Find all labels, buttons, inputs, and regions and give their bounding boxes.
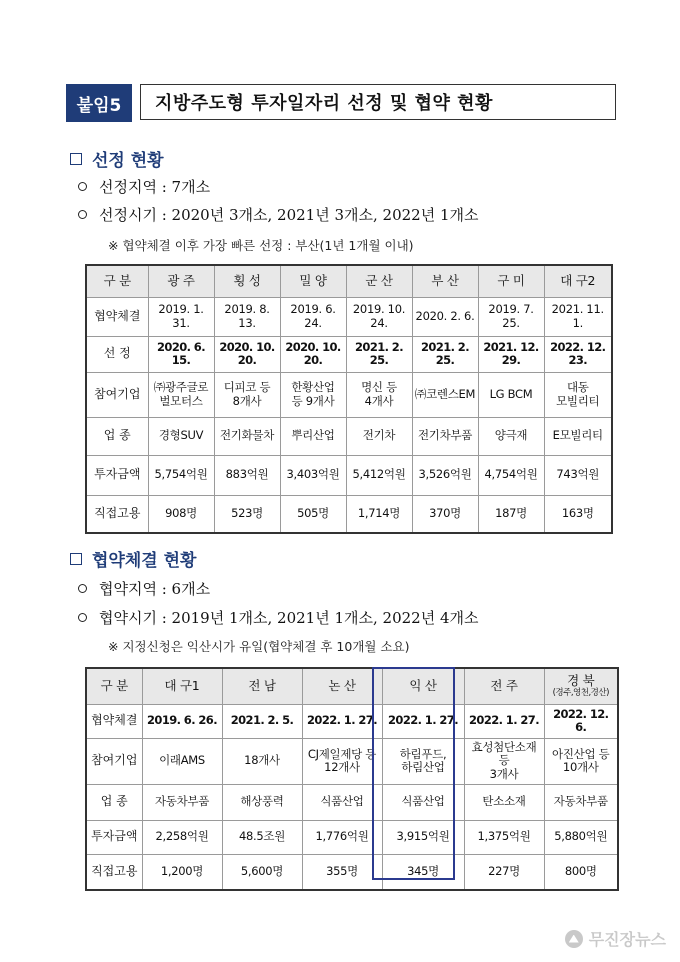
table-cell: 18개사	[222, 738, 302, 784]
column-header	[544, 668, 618, 704]
column-header-text: 부 산	[431, 273, 459, 289]
agreement-status-table	[85, 667, 619, 891]
table-cell: 355명	[302, 854, 382, 890]
table-cell: 2022. 1. 27.	[302, 704, 382, 738]
table-cell: 2,258억원	[142, 820, 222, 854]
column-header-text: 구 분	[100, 678, 128, 694]
table-cell: CJ제일제당 등 12개사	[302, 738, 382, 784]
table-row	[86, 336, 612, 372]
column-header	[302, 668, 382, 704]
table-cell: 1,375억원	[464, 820, 544, 854]
table-cell: 2019. 1. 31.	[148, 297, 214, 336]
table-cell: 187명	[478, 495, 544, 533]
table-cell: 2019. 6. 26.	[142, 704, 222, 738]
table-cell: 2022. 12. 6.	[544, 704, 618, 738]
column-header-text: 구 분	[103, 273, 131, 289]
row-header: 투자금액	[86, 455, 148, 495]
table-cell: 5,600명	[222, 854, 302, 890]
table-cell: 4,754억원	[478, 455, 544, 495]
table-cell: 800명	[544, 854, 618, 890]
section-heading-agreement	[70, 546, 196, 571]
note-fastest-selection: ※ 협약체결 이후 가장 빠른 선정 : 부산(1년 1개월 이내)	[108, 238, 414, 253]
column-header-text: 대 구2	[560, 273, 596, 289]
table-row	[86, 854, 618, 890]
row-header: 참여기업	[86, 372, 148, 417]
column-header-text: 논 산	[328, 678, 356, 694]
table-cell: 523명	[214, 495, 280, 533]
column-header	[222, 668, 302, 704]
circle-bullet-icon	[78, 210, 87, 219]
bullet-agreement-regions	[78, 578, 210, 599]
table-cell: 해상풍력	[222, 784, 302, 820]
table-cell: 2021. 12. 29.	[478, 336, 544, 372]
table-cell: 743억원	[544, 455, 612, 495]
column-header	[382, 668, 464, 704]
table-row	[86, 495, 612, 533]
note-designation: ※ 지정신청은 익산시가 유일(협약체결 후 10개월 소요)	[108, 639, 410, 654]
table-row	[86, 820, 618, 854]
table-row	[86, 297, 612, 336]
table-cell: 163명	[544, 495, 612, 533]
column-header	[412, 265, 478, 297]
column-header-text: 광 주	[167, 273, 195, 289]
table-row	[86, 417, 612, 455]
table-row	[86, 738, 618, 784]
table-cell: 2020. 2. 6.	[412, 297, 478, 336]
watermark-text: 무진장뉴스	[588, 930, 666, 949]
column-header-text: 횡 성	[233, 273, 261, 289]
column-header-text: 군 산	[365, 273, 393, 289]
table-cell: 2019. 7. 25.	[478, 297, 544, 336]
table-cell: 505명	[280, 495, 346, 533]
table-cell: ㈜코렌스EM	[412, 372, 478, 417]
section-heading-text: 협약체결 현황	[92, 551, 197, 571]
table-cell: 3,915억원	[382, 820, 464, 854]
section-heading-selection	[70, 146, 164, 171]
table-cell: 908명	[148, 495, 214, 533]
column-header-text: 경 북	[567, 673, 595, 689]
table-cell: 2020. 10. 20.	[280, 336, 346, 372]
table-cell: 식품산업	[382, 784, 464, 820]
column-header	[86, 265, 148, 297]
table-cell: 2022. 12. 23.	[544, 336, 612, 372]
table-cell: 1,714명	[346, 495, 412, 533]
watermark	[565, 927, 666, 950]
table-cell: 48.5조원	[222, 820, 302, 854]
square-bullet-icon	[70, 153, 82, 165]
table-cell: 전기화물차	[214, 417, 280, 455]
bullet-agreement-period	[78, 607, 479, 628]
column-header	[346, 265, 412, 297]
table-cell: E모빌리티	[544, 417, 612, 455]
table-cell: 5,754억원	[148, 455, 214, 495]
row-header: 업 종	[86, 784, 142, 820]
circle-bullet-icon	[78, 182, 87, 191]
table-cell: LG BCM	[478, 372, 544, 417]
table-cell: 대동 모빌리티	[544, 372, 612, 417]
row-header: 협약체결	[86, 704, 142, 738]
column-header	[142, 668, 222, 704]
table-cell: 5,880억원	[544, 820, 618, 854]
table-cell: 뿌리산업	[280, 417, 346, 455]
column-header	[214, 265, 280, 297]
table-cell: 2021. 11. 1.	[544, 297, 612, 336]
table-cell: 하림푸드, 하림산업	[382, 738, 464, 784]
table-cell: 345명	[382, 854, 464, 890]
table-cell: 2019. 8. 13.	[214, 297, 280, 336]
column-header-subtext: (경주,영천,경산)	[552, 687, 609, 698]
table-cell: 탄소소재	[464, 784, 544, 820]
column-header-text: 구 미	[497, 273, 525, 289]
title-block	[66, 84, 618, 122]
selection-status-table	[85, 264, 613, 534]
square-bullet-icon	[70, 553, 82, 565]
table-cell: 3,526억원	[412, 455, 478, 495]
bullet-selected-regions	[78, 176, 210, 197]
table-cell: 2022. 1. 27.	[382, 704, 464, 738]
row-header: 업 종	[86, 417, 148, 455]
table-cell: 효성첨단소재 등 3개사	[464, 738, 544, 784]
table-cell: 227명	[464, 854, 544, 890]
bullet-text: 협약지역 : 6개소	[99, 580, 211, 598]
row-header: 참여기업	[86, 738, 142, 784]
column-header	[148, 265, 214, 297]
table-cell: 3,403억원	[280, 455, 346, 495]
circle-bullet-icon	[78, 613, 87, 622]
row-header: 협약체결	[86, 297, 148, 336]
table-cell: 1,200명	[142, 854, 222, 890]
table-cell: 디피코 등 8개사	[214, 372, 280, 417]
column-header-text: 익 산	[409, 678, 437, 694]
column-header	[544, 265, 612, 297]
table-cell: 2020. 10. 20.	[214, 336, 280, 372]
column-header	[86, 668, 142, 704]
logo-icon	[565, 930, 583, 948]
table-cell: 1,776억원	[302, 820, 382, 854]
column-header	[280, 265, 346, 297]
bullet-text: 협약시기 : 2019년 1개소, 2021년 1개소, 2022년 4개소	[99, 609, 479, 627]
row-header: 직접고용	[86, 854, 142, 890]
table-cell: 2021. 2. 5.	[222, 704, 302, 738]
table-cell: 경형SUV	[148, 417, 214, 455]
column-header-text: 전 주	[490, 678, 518, 694]
bullet-text: 선정시기 : 2020년 3개소, 2021년 3개소, 2022년 1개소	[99, 206, 479, 224]
row-header: 직접고용	[86, 495, 148, 533]
row-header: 투자금액	[86, 820, 142, 854]
table-cell: 식품산업	[302, 784, 382, 820]
page-title: 지방주도형 투자일자리 선정 및 협약 현황	[140, 84, 616, 120]
bullet-text: 선정지역 : 7개소	[99, 178, 211, 196]
table-cell: 전기차	[346, 417, 412, 455]
table-cell: 2022. 1. 27.	[464, 704, 544, 738]
table-cell: 370명	[412, 495, 478, 533]
table-cell: 2019. 10. 24.	[346, 297, 412, 336]
column-header	[464, 668, 544, 704]
table-cell: 2021. 2. 25.	[412, 336, 478, 372]
row-header: 선 정	[86, 336, 148, 372]
table-cell: 전기차부품	[412, 417, 478, 455]
table-cell: 자동차부품	[142, 784, 222, 820]
table-cell: 이래AMS	[142, 738, 222, 784]
column-header-text: 대 구1	[164, 678, 200, 694]
table-cell: 아진산업 등 10개사	[544, 738, 618, 784]
table-cell: 883억원	[214, 455, 280, 495]
table-cell: 명신 등 4개사	[346, 372, 412, 417]
section-heading-text: 선정 현황	[92, 151, 164, 171]
table-cell: 2020. 6. 15.	[148, 336, 214, 372]
column-header-text: 전 남	[248, 678, 276, 694]
attachment-badge: 붙임5	[66, 84, 132, 122]
circle-bullet-icon	[78, 584, 87, 593]
table-row	[86, 455, 612, 495]
table-cell: 2019. 6. 24.	[280, 297, 346, 336]
bullet-selection-period	[78, 204, 479, 225]
table-row	[86, 372, 612, 417]
table-cell: 양극재	[478, 417, 544, 455]
table-cell: 5,412억원	[346, 455, 412, 495]
column-header	[478, 265, 544, 297]
table-cell: 한황산업 등 9개사	[280, 372, 346, 417]
table-cell: ㈜광주글로벌모터스	[148, 372, 214, 417]
column-header-text: 밀 양	[299, 273, 327, 289]
table-row	[86, 704, 618, 738]
table-cell: 자동차부품	[544, 784, 618, 820]
table-row	[86, 784, 618, 820]
table-cell: 2021. 2. 25.	[346, 336, 412, 372]
